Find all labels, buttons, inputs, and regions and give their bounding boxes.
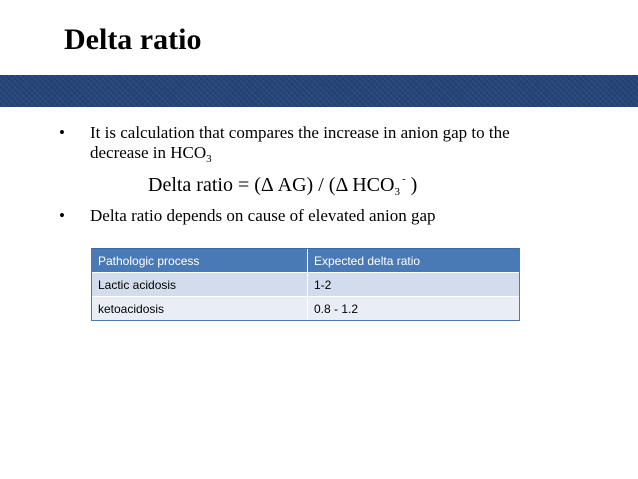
table-cell: ketoacidosis	[92, 297, 308, 321]
formula-superscript: -	[401, 173, 406, 185]
bullet-1-subscript: 3	[206, 153, 212, 165]
bullet-1-line2: decrease in HCO	[90, 143, 207, 162]
delta-symbol: Δ	[335, 174, 348, 196]
bullet-marker: •	[59, 206, 65, 225]
table-cell: Lactic acidosis	[92, 273, 308, 297]
table-cell: 1-2	[308, 273, 520, 297]
formula-lhs: Delta ratio = (	[148, 174, 261, 196]
bullet-2-text: Delta ratio depends on cause of elevated anion gap	[90, 206, 436, 225]
formula-hco: HCO	[347, 174, 395, 196]
formula-close: )	[405, 174, 418, 196]
delta-ratio-table	[91, 248, 520, 321]
bullet-1-continuation	[90, 143, 212, 163]
bullet-marker: •	[59, 123, 65, 142]
table-row	[92, 297, 520, 321]
table-cell: 0.8 - 1.2	[308, 297, 520, 321]
bullet-1-text: It is calculation that compares the increase in anion gap to the	[90, 123, 510, 142]
formula-ag: AG) / (	[272, 174, 336, 196]
delta-symbol: Δ	[260, 174, 273, 196]
column-header: Expected delta ratio	[308, 249, 520, 273]
title-banner	[0, 75, 638, 107]
table-row	[92, 273, 520, 297]
delta-ratio-formula	[148, 172, 417, 198]
table-header-row	[92, 249, 520, 273]
column-header: Pathologic process	[92, 249, 308, 273]
formula-subscript: 3	[394, 186, 400, 198]
slide-title: Delta ratio	[64, 23, 202, 56]
